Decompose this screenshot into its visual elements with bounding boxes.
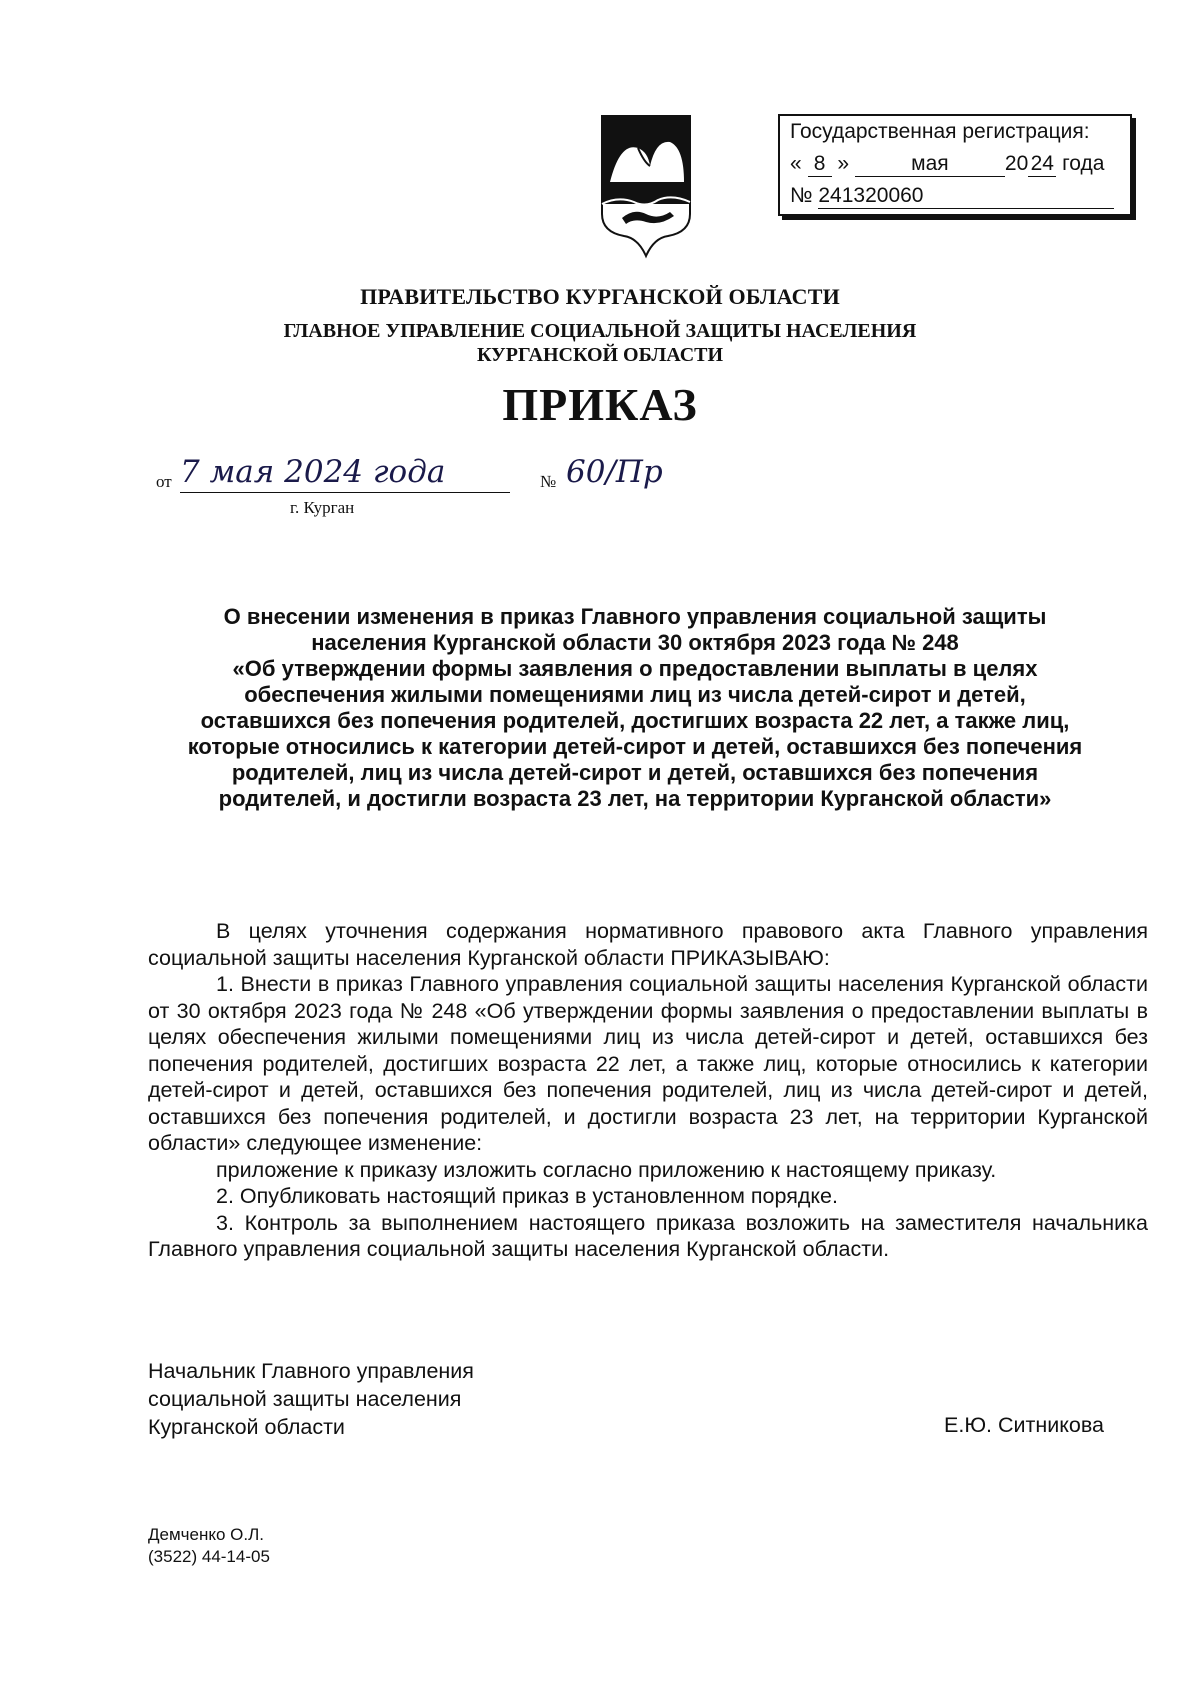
registration-number-value: 241320060	[818, 184, 1114, 209]
registration-year: 24	[1028, 152, 1056, 177]
signatory-name: Е.Ю. Ситникова	[944, 1413, 1104, 1437]
executor-name: Демченко О.Л.	[148, 1525, 264, 1544]
registration-title: Государственная регистрация:	[790, 120, 1090, 143]
subject-line: родителей, и достигли возраста 23 лет, на территории Курганской области»	[218, 786, 1052, 811]
order-date-handwritten: 7 мая 2024 года	[180, 454, 510, 493]
order-date-number	[156, 454, 716, 517]
item-1-detail: приложение к приказу изложить согласно приложению к настоящему приказу.	[216, 1157, 997, 1182]
order-body	[148, 918, 1148, 1263]
executor-phone: (3522) 44-14-05	[148, 1547, 270, 1566]
order-number-handwritten: 60/Пр	[566, 454, 663, 490]
signatory-position: Начальник Главного управления социальной защиты населения Курганской области	[148, 1359, 474, 1439]
department-name-line2: КУРГАНСКОЙ ОБЛАСТИ	[476, 344, 724, 366]
subject-line: оставшихся без попечения родителей, достигших возраста 22 лет, а также лиц,	[200, 708, 1070, 733]
department-name-line1: ГЛАВНОЕ УПРАВЛЕНИЕ СОЦИАЛЬНОЙ ЗАЩИТЫ НАСЕЛЕНИЯ	[283, 320, 917, 342]
subject-line: населения Курганской области 30 октября 2023 года № 248	[311, 630, 959, 655]
subject-line: О внесении изменения в приказ Главного управления социальной защиты	[223, 604, 1047, 629]
document-type-title: ПРИКАЗ	[502, 379, 698, 430]
subject-line: обеспечения жилыми помещениями лиц из числа детей-сирот и детей,	[244, 682, 1026, 707]
preamble: В целях уточнения содержания нормативного правового акта Главного управления социальной защиты населения Курганской области ПРИКАЗЫВАЮ:	[148, 919, 1148, 970]
government-name: ПРАВИТЕЛЬСТВО КУРГАНСКОЙ ОБЛАСТИ	[360, 284, 840, 309]
subject-line: «Об утверждении формы заявления о предоставлении выплаты в целях	[232, 656, 1038, 681]
registration-number: № 241320060	[790, 184, 1122, 209]
registration-date: « 8 » мая 20 24 года	[790, 152, 1105, 175]
subject-line: родителей, лиц из числа детей-сирот и детей, оставшихся без попечения	[231, 760, 1039, 785]
registration-stamp	[778, 114, 1132, 216]
number-label: №	[540, 472, 557, 491]
item-1: 1. Внести в приказ Главного управления социальной защиты населения Курганской области от 30 октября 2023 года № 248 «Об утверждении формы заявления о предоставлении выплаты в целях обеспечения жилыми помещениями лиц из числа детей-сирот и детей, оставшихся без попечения родителей, достигших возраста 22 лет, а также лиц, которые относились к категории детей-сирот и детей, оставшихся без попечения родителей, лиц из числа детей-сирот и детей, оставшихся без попечения родителей, и достигли возраста 23 лет, на территории Курганской области» следующее изменение:	[148, 972, 1148, 1155]
from-label: от	[156, 472, 172, 491]
city: г. Курган	[290, 498, 355, 517]
coat-of-arms-icon	[598, 112, 694, 262]
executor-info	[148, 1524, 270, 1568]
item-3: 3. Контроль за выполнением настоящего приказа возложить на заместителя начальника Главного управления социальной защиты населения Курганской области.	[148, 1210, 1148, 1261]
item-2: 2. Опубликовать настоящий приказ в установленном порядке.	[216, 1184, 838, 1208]
registration-month: мая	[855, 152, 1005, 177]
registration-day: 8	[808, 152, 832, 177]
order-subject	[140, 604, 1130, 812]
subject-line: которые относились к категории детей-сирот и детей, оставшихся без попечения	[187, 734, 1083, 759]
